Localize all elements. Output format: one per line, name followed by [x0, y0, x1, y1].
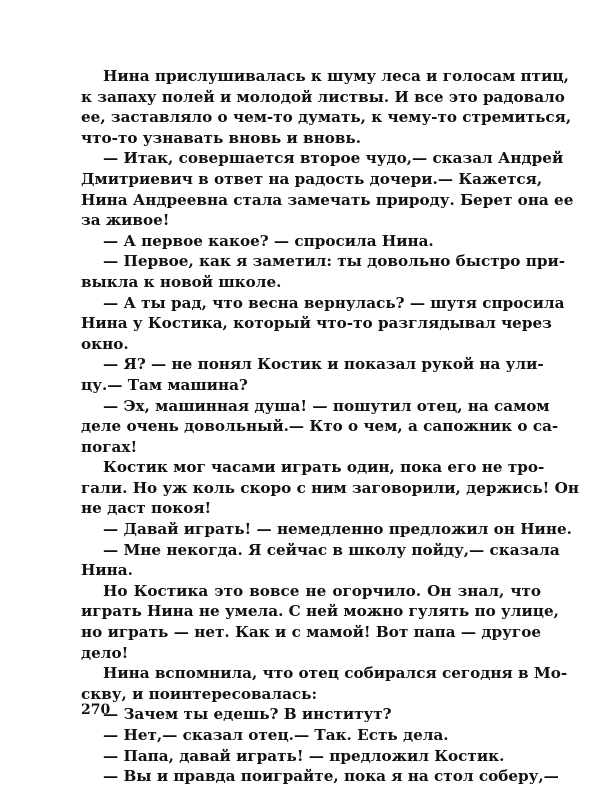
text-line: погах!	[81, 437, 138, 456]
text-line: Нина вспомнила, что отец собирался сегодня в Мо-	[103, 664, 568, 683]
text-line: играть Нина не умела. С ней можно гулять по улице,	[81, 602, 559, 621]
text-line: ее, заставляло о чем-то думать, к чему-то стремиться,	[81, 108, 572, 127]
text-line: Костик мог часами играть один, пока его не тро-	[103, 458, 545, 477]
text-line: — Итак, совершается второе чудо,— сказал Андрей	[103, 149, 564, 168]
text-line: Нина прислушивалась к шуму леса и голосам птиц,	[103, 67, 569, 85]
text-line: Но Костика это вовсе не огорчило. Он знал, что	[103, 581, 541, 600]
text-line: деле очень довольный.— Кто о чем, а сапожник о са-	[81, 417, 559, 436]
text-line: — А первое какое? — спросила Нина.	[103, 231, 434, 250]
text-line: выкла к новой школе.	[81, 272, 282, 291]
text-line: к запаху полей и молодой листвы. И все это радовало	[81, 87, 565, 106]
text-line: дело!	[81, 643, 129, 662]
text-line: не даст покоя!	[81, 499, 212, 518]
text-line: — Зачем ты едешь? В институт?	[103, 705, 392, 724]
text-line: скву, и поинтересовалась:	[81, 684, 318, 703]
text-line: Дмитриевич в ответ на радость дочери.— Кажется,	[81, 169, 543, 188]
text-line: — Давай играть! — немедленно предложил он Нине.	[103, 520, 572, 539]
text-line: окно.	[81, 334, 129, 353]
text-line: — Эх, машинная душа! — пошутил отец, на самом	[103, 396, 550, 415]
text-line: — Первое, как я заметил: ты довольно быстро при-	[103, 252, 566, 271]
text-line: — Папа, давай играть! — предложил Костик.	[103, 746, 505, 765]
text-line: за живое!	[81, 211, 170, 230]
page-body	[81, 66, 579, 787]
text-line: гали. Но уж коль скоро с ним заговорили, держись! Он	[81, 478, 579, 497]
text-line: — Мне некогда. Я сейчас в школу пойду,— сказала	[103, 540, 560, 559]
text-line: — Нет,— сказал отец.— Так. Есть дела.	[103, 726, 449, 744]
text-line: Нина.	[81, 561, 133, 580]
text-line: — Вы и правда поиграйте, пока я на стол соберу,—	[103, 767, 559, 786]
text-line: — А ты рад, что весна вернулась? — шутя спросила	[103, 293, 565, 312]
page-number: 270	[81, 702, 111, 718]
text-line: Нина Андреевна стала замечать природу. Берет она ее	[81, 190, 574, 209]
text-line: — Я? — не понял Костик и показал рукой на ули-	[103, 355, 544, 374]
text-line: Нина у Костика, который что-то разглядывал через	[81, 314, 552, 333]
text-line: но играть — нет. Как и с мамой! Вот папа — другое	[81, 623, 541, 642]
text-line: цу.— Там машина?	[81, 375, 248, 394]
text-line: что-то узнавать вновь и вновь.	[81, 128, 362, 147]
